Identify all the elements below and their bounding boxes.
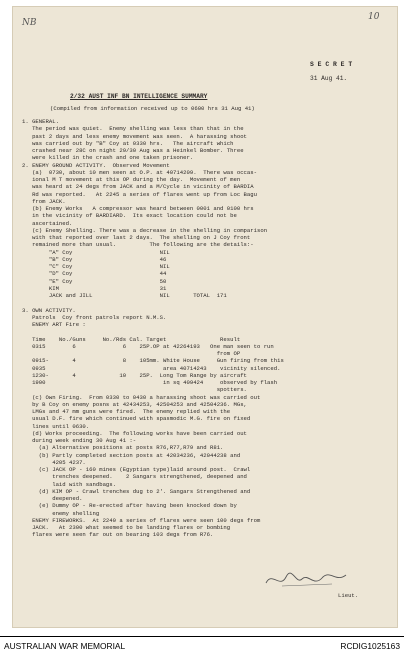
body-line: 3. OWN ACTIVITY. — [22, 306, 76, 314]
body-line: during week ending 30 Aug 41 :- — [22, 437, 137, 444]
body-line: 1. GENERAL. — [22, 118, 59, 125]
body-line: "D" Coy 44 — [22, 270, 167, 278]
body-line: "A" Coy NIL — [22, 248, 170, 256]
body-line: Time No./Guns No./Rds Cal. Target Result — [22, 335, 241, 343]
body-line: in the vicinity of BARDIARD. Its exact location could not be — [22, 212, 237, 220]
body-line: ional M T movement at this OP during the day. Movement of men — [22, 176, 241, 183]
body-line: Patrols Coy front patrols report N.M.S. — [22, 313, 167, 321]
body-line: 1900 in sq 409424 observed by flash — [22, 379, 278, 386]
body-line: 2. ENEMY GROUND ACTIVITY. Observed Movement — [22, 161, 170, 169]
body-line: lines until 0630. — [22, 422, 90, 430]
body-line: (d) KIM OP - Crawl trenches dug to 2'. Sangars Strengthened and — [22, 487, 251, 495]
body-line: (c) Enemy Shelling. There was a decrease in the shelling in comparison — [22, 226, 268, 234]
body-line: were killed in the crash and one taken prisoner. — [22, 154, 194, 162]
body-line: "E" Coy 50 — [22, 277, 167, 285]
body-line: by B Coy on enemy posns at 42434253, 42504253 and 42504236. MGs, — [22, 400, 247, 408]
body-line: "C" Coy NIL — [22, 263, 170, 270]
body-line: LMGs and 47 mm guns were fired. The enemy replied with the — [22, 408, 231, 415]
body-line: remained more than usual. The following are the details:- — [22, 241, 254, 249]
document-title: 2/32 AUST INF BN INTELLIGENCE SUMMARY — [70, 93, 208, 100]
body-line: laid with sandbags. — [22, 480, 116, 488]
body-line: ENEMY FIREWORKS. At 2240 a series of flares were seen 100 degs from — [22, 516, 261, 524]
archive-footer — [0, 636, 404, 655]
body-line: with that reported over last 2 days. The shelling on J Coy front — [22, 234, 251, 241]
body-line: (b) Enemy Works A compressor was heard between 0001 and 0100 hrs — [22, 205, 254, 212]
body-line: past 2 days and less enemy movement was seen. A harassing shoot — [22, 132, 247, 140]
body-line: KIM 31 — [22, 284, 167, 292]
body-line: flares were seen far out on bearing 103 degs from R76. — [22, 531, 214, 539]
body-line: The period was quiet. Enemy shelling was less than that in the — [22, 125, 244, 133]
body-line: usual D.F. fire which continued with spasmodic M.G. fire on fixed — [22, 415, 251, 423]
signature-scribble — [262, 569, 352, 591]
body-line: enemy shelling — [22, 509, 100, 517]
body-line: Rd was reported. At 2245 a series of flares went up from Loc Bagu — [22, 190, 257, 198]
body-line: was heard at 24 degs from JACK and a M/Cycle in vicinity of BARDIA — [22, 183, 254, 191]
classification: S E C R E T — [310, 61, 353, 68]
body-line: JACK and JILL NIL TOTAL 171 — [22, 292, 227, 299]
body-line: 0935 area 40714243 vicinity silenced. — [22, 364, 281, 372]
body-line: 0915- 4 8 105mm. White House Gun firing from this — [22, 357, 284, 365]
archive-reference: RCDIG1025163 — [340, 641, 400, 651]
body-line: "B" Coy 46 — [22, 255, 167, 263]
body-line: from JACK. — [22, 197, 66, 205]
body-line: 0315 6 6 25P.OP at 42264193 One man seen to run — [22, 342, 274, 350]
body-line: trenches deepened. 2 Sangars strengthened, deepened and — [22, 473, 247, 481]
body-line: 4205 4237. — [22, 458, 86, 466]
archive-name: AUSTRALIAN WAR MEMORIAL — [4, 641, 126, 651]
body-line: crashed near 28C on night 29/30 Aug was a Heinkel Bomber. Three — [22, 147, 244, 154]
body-line: (b) Partly completed section posts at 42034236, 42044238 and — [22, 451, 241, 459]
body-line: spotters. — [22, 386, 247, 394]
body-line: JACK. At 2300 what seemed to be landing flares or bombing — [22, 524, 231, 531]
document-page — [12, 6, 398, 628]
body-line: (c) Own Firing. From 0330 to 0430 a harassing shoot was carried out — [22, 393, 261, 401]
body-line: (a) Alternative positions at posts R76,R77,R79 and R81. — [22, 444, 224, 452]
body-line: ENEMY ART Fire : — [22, 321, 86, 328]
body-line: (a) 0730, about 10 men seen at O.P. at 40714209. There was occas- — [22, 168, 257, 176]
signature-rank: Lieut. — [338, 592, 359, 599]
body-line: from OP — [22, 350, 241, 357]
body-line: ascertained. — [22, 219, 73, 227]
body-line: (e) Dummy OP - Re-erected after having been knocked down by — [22, 502, 237, 510]
date: 31 Aug 41. — [310, 75, 348, 82]
body-line: deepened. — [22, 495, 83, 502]
handwritten-mark-left: NB — [22, 18, 37, 28]
body-line: (d) Works proceeding. The following works have been carried out — [22, 429, 247, 437]
body-line: was carried out by "B" Coy at 0330 hrs. The aircraft which — [22, 139, 234, 147]
body-line: 1230- 4 10 25P. Long Tom Range by aircraft — [22, 371, 247, 379]
handwritten-mark-right: 10 — [368, 12, 380, 22]
compiled-note: (Compiled from information received up to 0600 hrs 31 Aug 41) — [50, 105, 255, 112]
body-line: (c) JACK OP - 160 mines (Egyptian type)laid around post. Crawl — [22, 466, 251, 473]
